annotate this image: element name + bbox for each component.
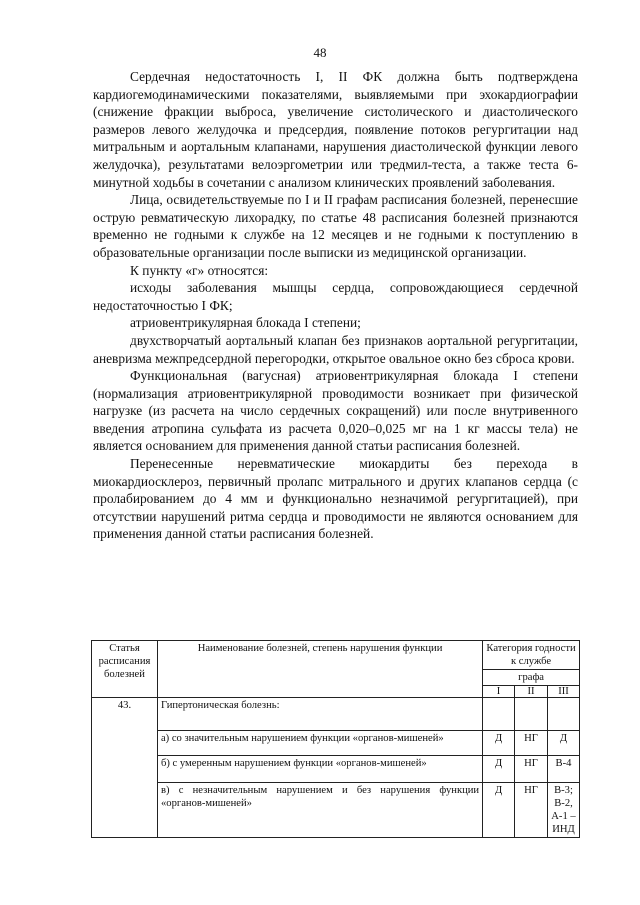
header-col-1: I [483,686,515,698]
row-text: а) со значительным нарушением функции «органов-мишеней» [157,731,482,756]
paragraph: К пункту «г» относятся: [130,262,269,278]
paragraph: Перенесенные неревматические миокардиты без перехода в миокардиосклероз, первичный пролапс митрального и других клапанов сердца (с пролабированием до 4 мм и функционально незначимой регургитацией), при отсутствии нарушений ритма сердца и проводимости не являются основанием для применения данной статьи расписания болезней. [93,456,578,542]
header-disease-name: Наименование болезней, степень нарушения функции [157,641,482,698]
header-col-3: III [547,686,579,698]
paragraph: двухстворчатый аортальный клапан без признаков аортальной регургитации, аневризма межпредсердной перегородки, открытое овальное окно без сброса крови. [93,332,578,366]
row-cat-2: НГ [515,731,548,756]
table-row [92,698,580,731]
paragraph: Функциональная (вагусная) атриовентрикулярная блокада I степени (нормализация атриовентрикулярной проводимости возникает при физической нагрузке (из расчета на число сердечных сокращений) или после внутривенного введения атропина сульфата из расчета 0,020–0,025 мг на 1 кг массы тела) не является основанием для применения данной статьи расписания болезней. [93,368,578,454]
body-text [93,68,578,543]
disease-schedule-table [91,640,580,838]
table-row [92,756,580,783]
row-cat-3: Д [547,731,579,756]
disease-title: Гипертоническая болезнь: [157,698,482,731]
paragraph: исходы заболевания мышцы сердца, сопровождающиеся сердечной недостаточностью I ФК; [93,280,578,313]
table-row [92,731,580,756]
header-col-2: II [515,686,548,698]
row-cat-3: В-4 [547,756,579,783]
header-category: Категория годности к службе [483,641,580,670]
row-cat-2: НГ [515,783,548,838]
row-cat-1: Д [483,756,515,783]
row-text: б) с умеренным нарушением функции «органов-мишеней» [157,756,482,783]
row-text: в) с незначительным нарушением и без нарушения функции «органов-мишеней» [157,783,482,838]
paragraph: Сердечная недостаточность I, II ФК должна быть подтверждена кардиогемодинамическими показателями, выявляемыми при эхокардиографии (снижение фракции выброса, увеличение систолического и диастолического размеров левого желудочка и предсердия, появление потоков регургитации над митральным и аортальным клапанами, нарушения диастолической функции левого желудочка), результатами велоэргометрии или тредмил-теста, а также теста 6-минутной ходьбы в сочетании с анализом клинических проявлений заболевания. [93,69,578,190]
page-number: 48 [313,45,327,60]
row-cat-1: Д [483,783,515,838]
header-article: Статья расписания болезней [92,641,158,698]
paragraph: атриовентрикулярная блокада I степени; [130,315,361,331]
row-cat-3: В-3; В-2, А-1 – ИНД [547,783,579,838]
row-cat-2: НГ [515,756,548,783]
row-cat-1: Д [483,731,515,756]
article-number: 43. [92,698,158,838]
header-column-label: графа [483,670,580,686]
table-header-row [92,641,580,670]
table-row [92,783,580,838]
paragraph: Лица, освидетельствуемые по I и II графам расписания болезней, перенесшие острую ревматическую лихорадку, по статье 48 расписания болезней признаются временно не годными к службе на 12 месяцев и не годными к поступлению в образовательные организации после выписки из медицинской организации. [93,192,578,260]
